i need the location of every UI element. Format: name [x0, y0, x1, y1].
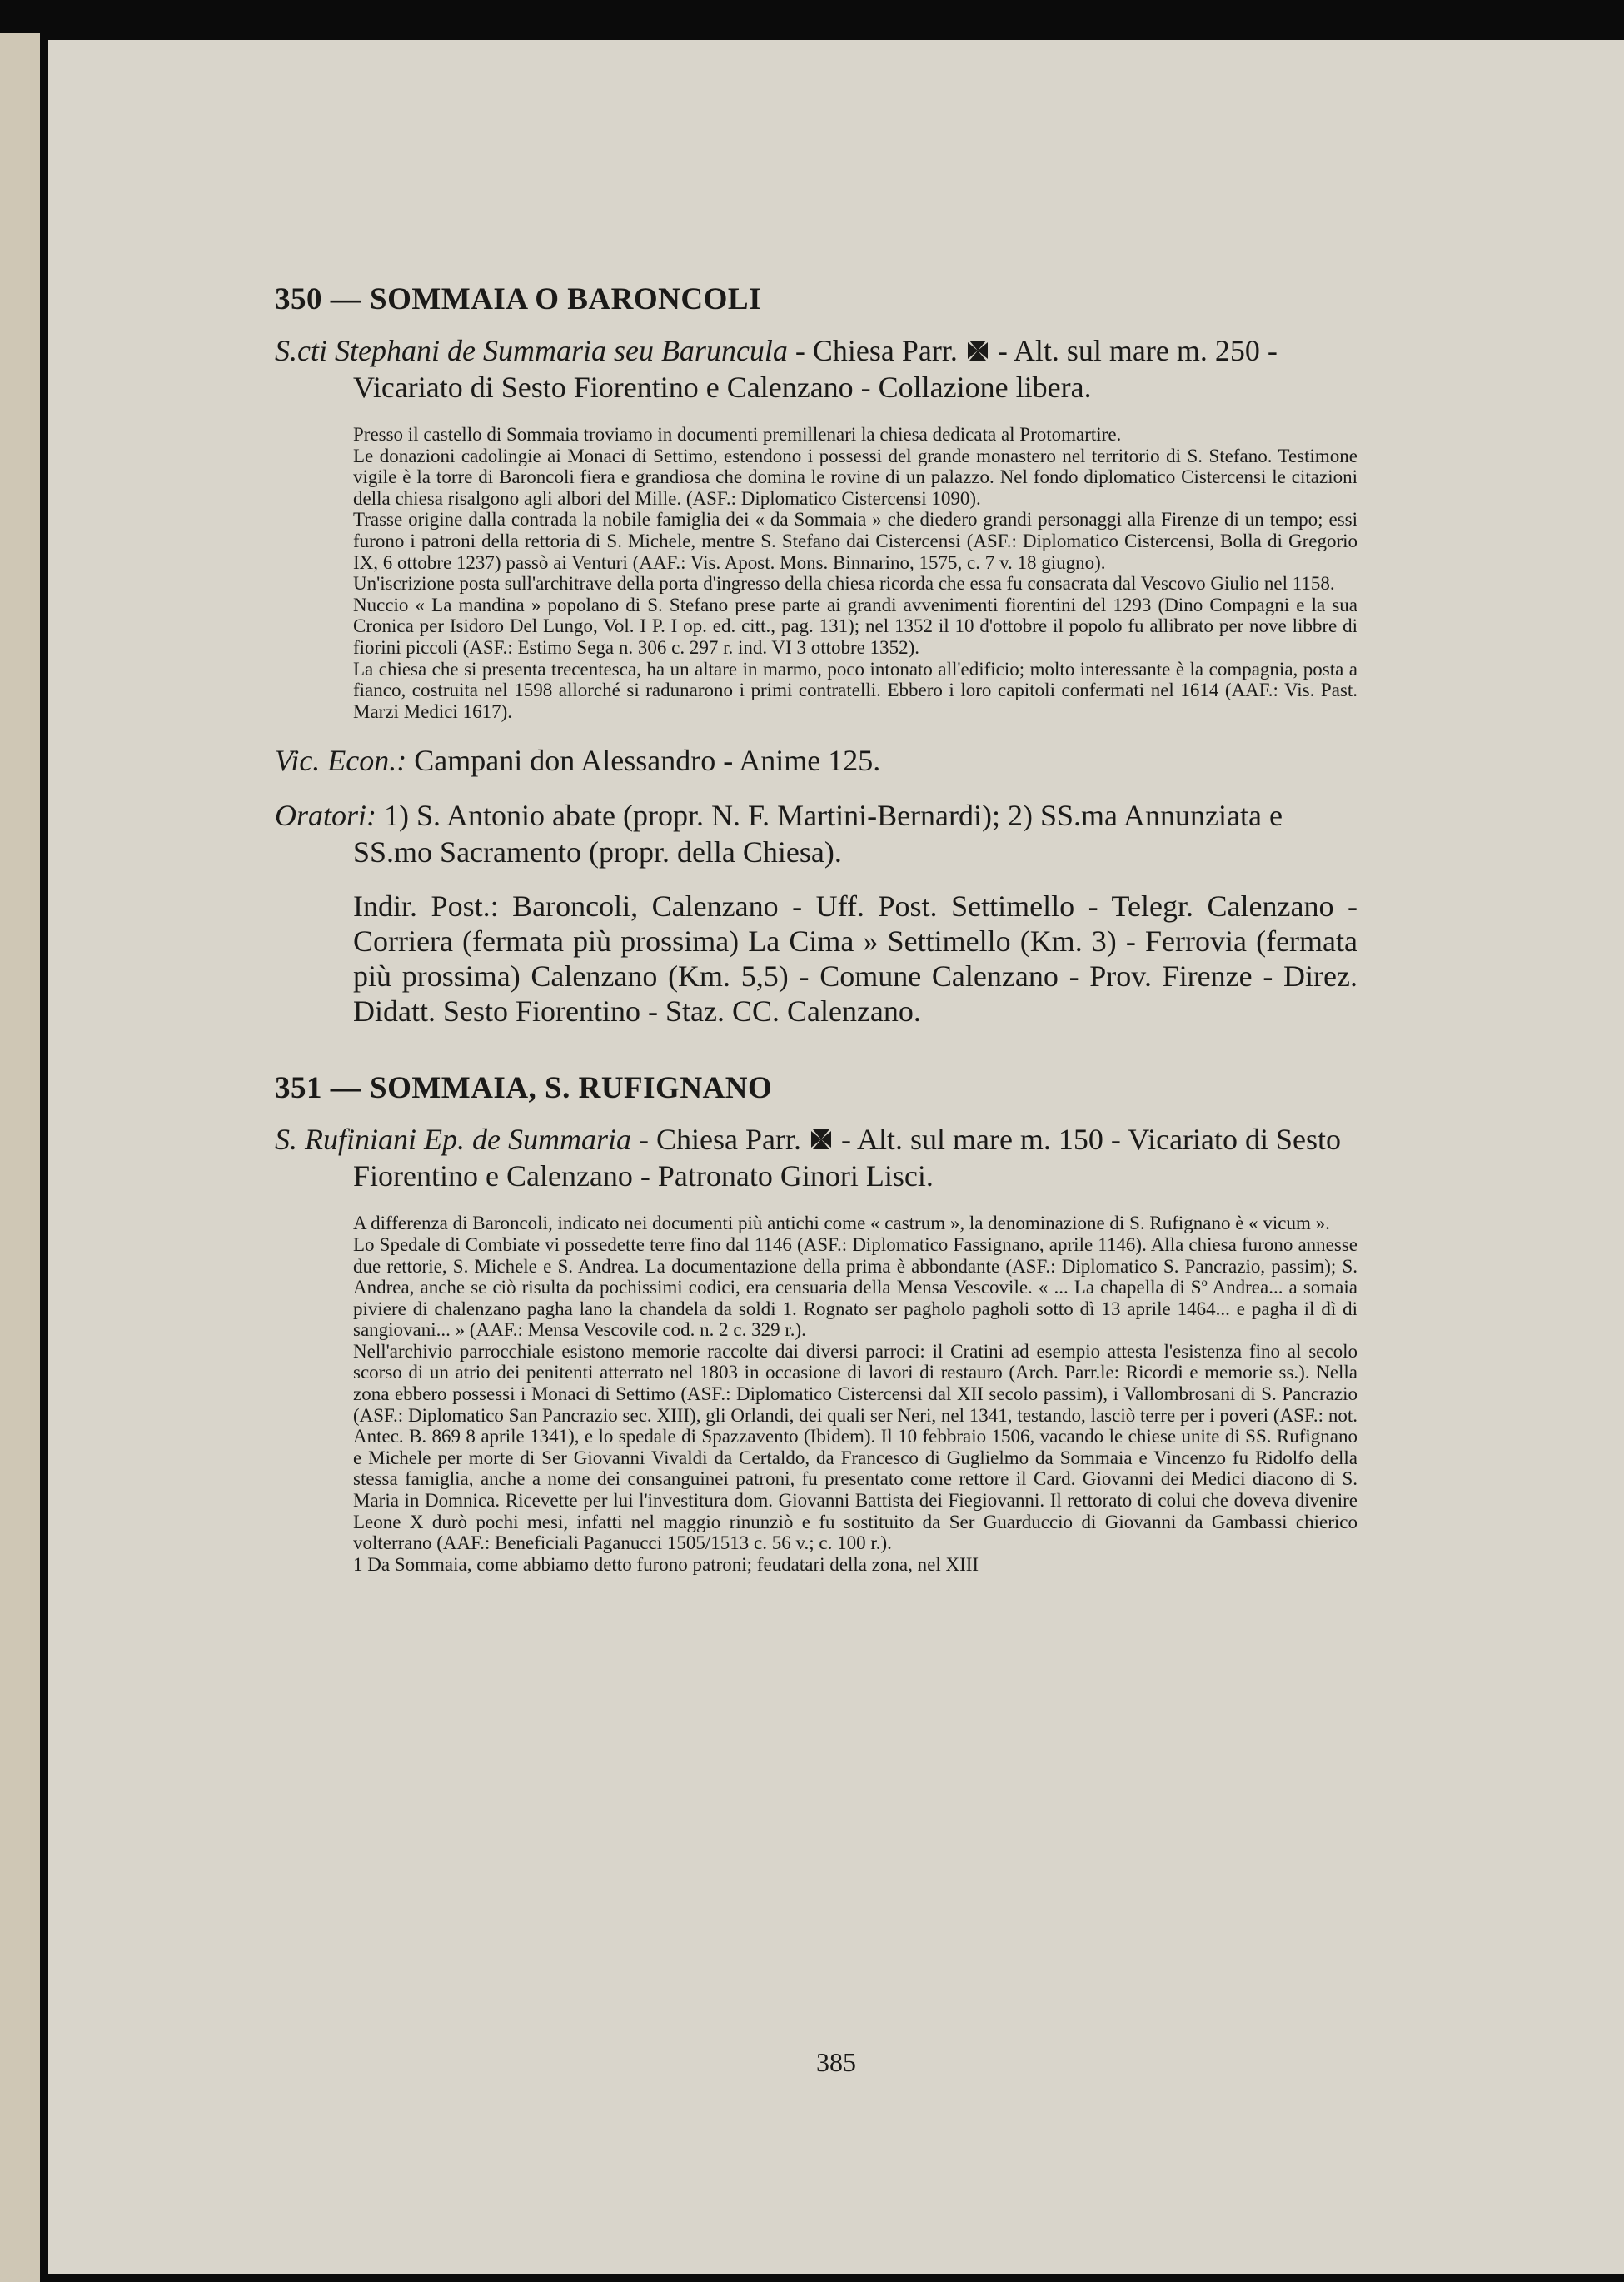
church-latin-name: S.cti Stephani de Summaria seu Baruncula [275, 334, 788, 367]
oratories-label: Oratori: [275, 799, 377, 833]
note-paragraph: Nuccio « La mandina » popolano di S. Stefano prese parte ai grandi avvenimenti fiorentini del 1293 (Dino Compagni e la sua Cronica per Isidoro Del Lungo, Vol. I P. I op. ed. citt., pag. 131); nel 1352 il 10 d'ottobre il popolo fu allibrato per nove libbre di fiorini piccoli (ASF.: Estimo Sega n. 306 c. 297 r. ind. VI 3 ottobre 1352). [353, 594, 1357, 658]
oratories-entry [275, 797, 1357, 870]
vicar-entry [275, 742, 1357, 779]
postal-address: Indir. Post.: Baroncoli, Calenzano - Uff. Post. Settimello - Telegr. Calenzano - Corriera (fermata più prossima) La Cima » Settimello (Km. 3) - Ferrovia (fermata più prossima) Calenzano (Km. 5,5) - Comune Calenzano - Prov. Firenze - Direz. Didatt. Sesto Fiorentino - Staz. CC. Calenzano. [353, 889, 1357, 1029]
maltese-cross-icon [965, 338, 990, 363]
note-paragraph: Presso il castello di Sommaia troviamo in documenti premillenari la chiesa dedicata al Protomartire. [353, 424, 1122, 445]
facing-page-edge [0, 33, 40, 2282]
section-heading-350: 350 — SOMMAIA O BARONCOLI [275, 282, 761, 316]
section-heading-351: 351 — SOMMAIA, S. RUFIGNANO [275, 1071, 773, 1106]
church-details: - Alt. sul mare m. 150 - Vicariato di Sesto Fiorentino e Calenzano - Patronato Ginori Lisci. [353, 1123, 1342, 1193]
note-paragraph: Lo Spedale di Combiate vi possedette terre fino dal 1146 (ASF.: Diplomatico Fassignano, aprile 1146). Alla chiesa furono annesse due rettorie, S. Michele e S. Andrea. La documentazione della prima è abbondante (ASF.: Diplomatico S. Pancrazio, passim); S. Andrea, anche se ciò risulta da pochissimi codici, era censuaria della Mensa Vescovile. « ... La chapella di Sº Andrea... a somaia piviere di chalenzano pagha lano la chandela da soldi 1. Rognato ser pagholo pagholi sotto dì 13 aprile 1464... e pagha il dì di sangiovani... » (AAF.: Mensa Vescovile cod. n. 2 c. 329 r.). [353, 1233, 1357, 1341]
church-entry-351 [275, 1121, 1357, 1194]
book-page [48, 40, 1624, 2274]
historical-notes-350 [275, 424, 1357, 722]
page-content [275, 282, 1357, 1595]
church-entry-350 [275, 332, 1357, 406]
note-paragraph: Nell'archivio parrocchiale esistono memorie raccolte dai diversi parroci: il Cratini ad esempio attesta l'esistenza fino al secolo scorso di un atrio dei penitenti atterrato nel 1803 in occasione di lavori di restauro (Arch. Parr.le: Ricordi e memorie ss.). Nella zona ebbero possessi i Monaci di Settimo (ASF.: Diplomatico Cistercensi dal XII secolo passim), i Vallombrosani di S. Pancrazio (ASF.: Diplomatico San Pancrazio sec. XIII), gli Orlandi, dei quali ser Neri, nel 1341, testando, lasciò terre per i poveri (ASF.: not. Antec. B. 869 8 aprile 1341), e lo spedale di Spazzavento (Ibidem). Il 10 febbraio 1506, vacando le chiese unite di SS. Rufignano e Michele per morte di Ser Giovanni Vivaldi da Certaldo, da Francesco di Guglielmo da Sommaia e Vincenzo fu Ridolfo della stessa famiglia, anche a nome dei consanguinei patroni, fu presentato come rettore il Card. Giovanni dei Medici diacono di S. Maria in Domnica. Ricevette per lui l'investitura dom. Giovanni Battista dei Fiegiovanni. Il rettorato di colui che doveva divenire Leone X durò pochi mesi, infatti nel maggio rinunziò e fu sostituito da Ser Guarduccio di Giovanni da Gambassi chierico volterrano (AAF.: Beneficiali Paganucci 1505/1513 c. 56 v.; c. 100 r.). [353, 1340, 1357, 1554]
historical-notes-351 [275, 1213, 1357, 1575]
church-type: - Chiesa Parr. [787, 334, 965, 367]
note-paragraph: Le donazioni cadolingie ai Monaci di Settimo, estendono i possessi del grande monastero nel territorio di S. Stefano. Testimone vigile è la torre di Baroncoli fiera e grandiosa che domina le rovine di un palazzo. Nel fondo diplomatico Cistercensi le citazioni della chiesa risalgono agli albori del Mille. (ASF.: Diplomatico Cistercensi 1090). [353, 445, 1357, 509]
vicar-text: Campani don Alessandro - Anime 125. [406, 744, 881, 778]
entry-351 [275, 1070, 1357, 1575]
note-paragraph: A differenza di Baroncoli, indicato nei documenti più antichi come « castrum », la denominazione di S. Rufignano è « vicum ». [353, 1213, 1330, 1234]
page-number: 385 [816, 2047, 856, 2077]
note-paragraph: La chiesa che si presenta trecentesca, ha un altare in marmo, poco intonato all'edificio; molto interessante è la compagnia, posta a fianco, costruita nel 1598 allorché si radunarono i primi contratelli. Ebbero i loro capitoli confermati nel 1614 (AAF.: Vis. Past. Marzi Medici 1617). [353, 658, 1357, 722]
entry-350 [275, 282, 1357, 1029]
maltese-cross-icon [809, 1127, 834, 1152]
church-details: - Alt. sul mare m. 250 - Vicariato di Sesto Fiorentino e Calenzano - Collazione libera. [353, 334, 1278, 404]
oratories-text: 1) S. Antonio abate (propr. N. F. Martini-Bernardi); 2) SS.ma Annunziata e SS.mo Sacramento (propr. della Chiesa). [353, 799, 1283, 869]
vicar-label: Vic. Econ.: [275, 744, 407, 778]
note-paragraph: Un'iscrizione posta sull'architrave della porta d'ingresso della chiesa ricorda che essa fu consacrata dal Vescovo Giulio nel 1158. [353, 573, 1335, 595]
footnote: 1 Da Sommaia, come abbiamo detto furono patroni; feudatari della zona, nel XIII [353, 1553, 979, 1575]
church-type: - Chiesa Parr. [630, 1123, 809, 1157]
note-paragraph: Trasse origine dalla contrada la nobile famiglia dei « da Sommaia » che diedero grandi personaggi alla Firenze di un tempo; essi furono i patroni della rettoria di S. Michele, mentre S. Stefano dai Cistercensi (ASF.: Diplomatico Cistercensi, Bolla di Gregorio IX, 6 ottobre 1237) passò ai Venturi (AAF.: Vis. Apost. Mons. Binnarino, 1575, c. 7 v. 18 giugno). [353, 509, 1357, 573]
church-latin-name: S. Rufiniani Ep. de Summaria [275, 1123, 631, 1157]
